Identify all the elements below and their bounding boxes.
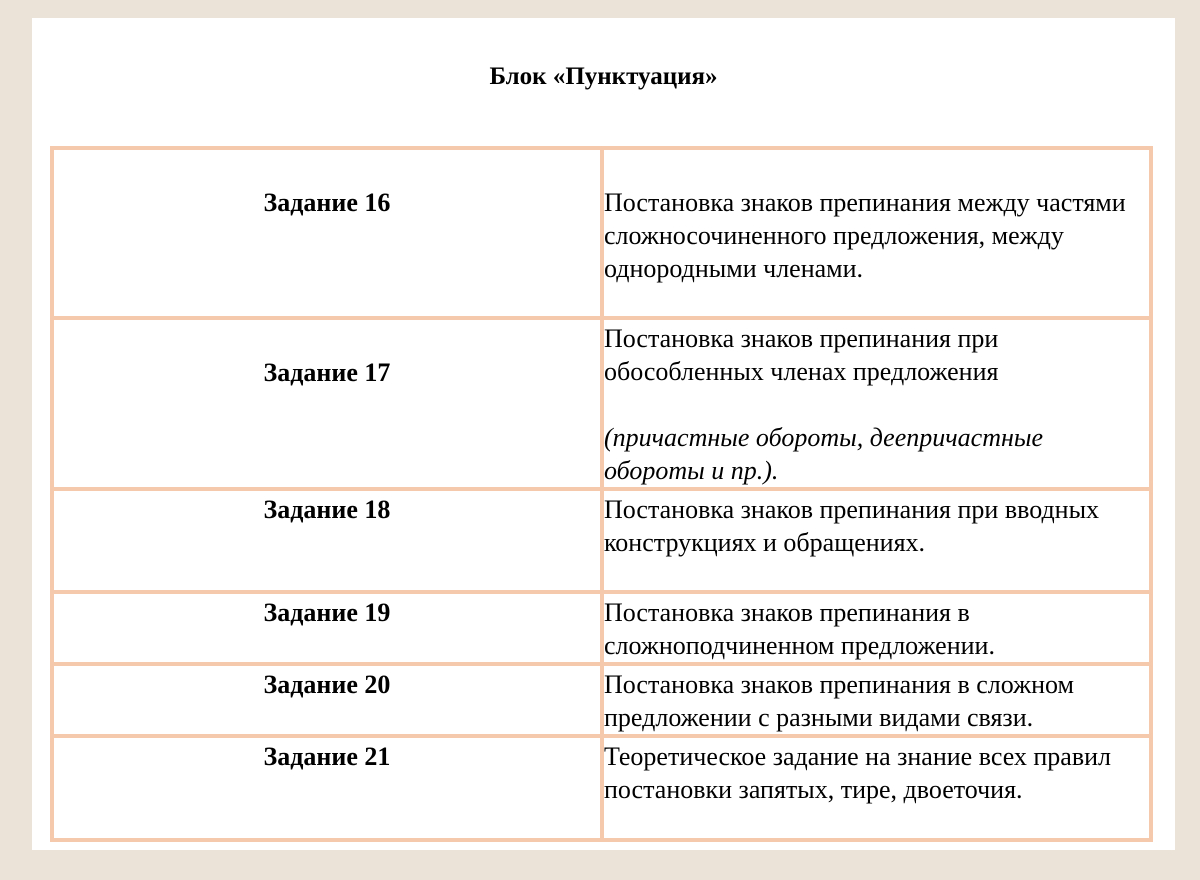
task-description-cell [602, 318, 1151, 489]
task-description: Постановка знаков препинания при вводных конструкциях и обращениях. [604, 495, 1100, 557]
table-row [52, 592, 1151, 664]
task-label-cell [52, 318, 602, 489]
document-title: Блок «Пунктуация» [489, 63, 718, 90]
task-description-cell [602, 664, 1151, 736]
table-row [52, 148, 1151, 318]
task-description: Постановка знаков препинания между частями сложносочиненного предложения, между однородными членами. [604, 188, 1126, 283]
task-label: Задание 21 [263, 742, 391, 771]
table-row [52, 489, 1151, 592]
task-label: Задание 18 [263, 495, 391, 524]
task-label-cell [52, 148, 602, 318]
table-row [52, 736, 1151, 840]
task-description: Постановка знаков препинания в сложном предложении с разными видами связи. [604, 670, 1074, 732]
task-description-cell [602, 489, 1151, 592]
task-label: Задание 19 [263, 598, 391, 627]
table-row [52, 318, 1151, 489]
task-description-cell [602, 148, 1151, 318]
task-label-cell [52, 736, 602, 840]
task-label-cell [52, 664, 602, 736]
document-page [32, 18, 1175, 850]
task-label-cell [52, 592, 602, 664]
task-description: Постановка знаков препинания в сложноподчиненном предложении. [604, 598, 995, 660]
task-description-cell [602, 592, 1151, 664]
table-row [52, 664, 1151, 736]
task-label-cell [52, 489, 602, 592]
tasks-table [50, 146, 1153, 842]
task-description-cell [602, 736, 1151, 840]
task-note: (причастные обороты, деепричастные обороты и пр.). [604, 423, 1044, 485]
task-label: Задание 17 [263, 358, 391, 387]
task-description: Теоретическое задание на знание всех правил постановки запятых, тире, двоеточия. [604, 742, 1112, 804]
task-description: Постановка знаков препинания при обособленных членах предложения [604, 324, 999, 386]
task-label: Задание 20 [263, 670, 391, 699]
task-label: Задание 16 [263, 188, 391, 217]
